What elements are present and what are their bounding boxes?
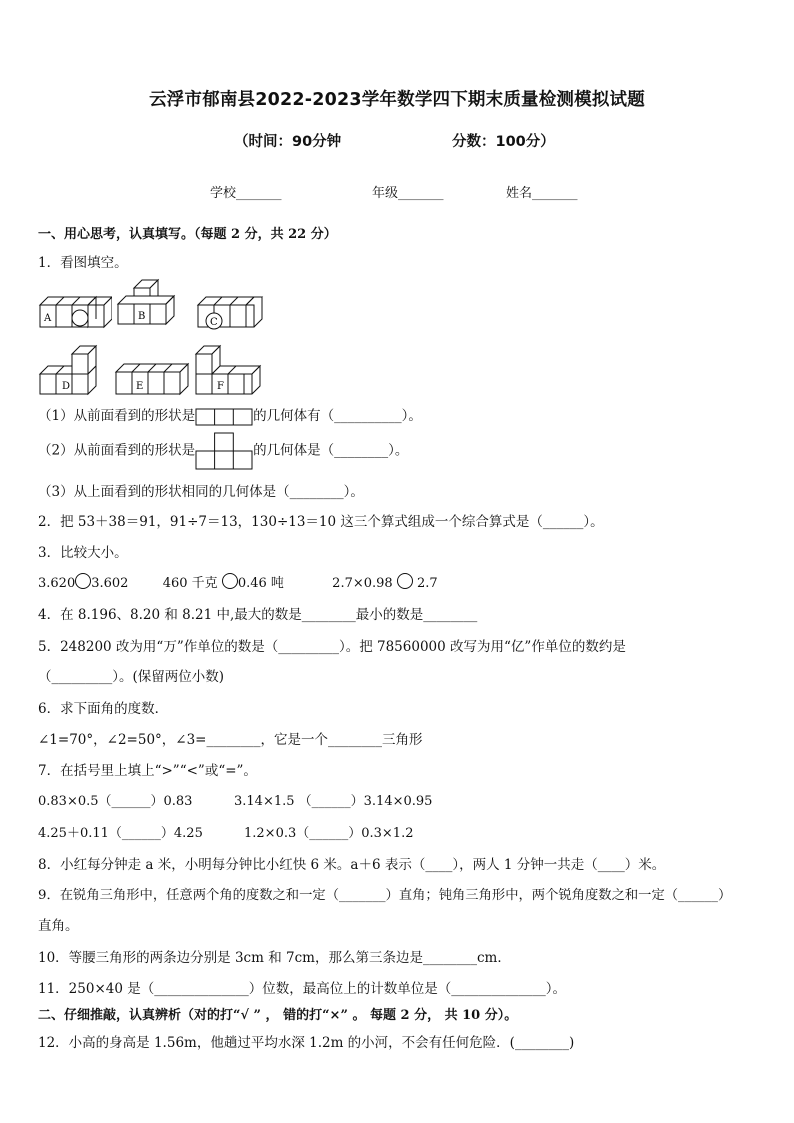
- q7-row1-a: 0.83×0.5（______）0.83: [38, 794, 193, 809]
- school-field: 学校_______: [210, 186, 282, 201]
- question-7-stem: 7．在括号里上填上“>”“<”或“=”。: [38, 763, 257, 779]
- q1-sub2-post: 的几何体是（________）。: [253, 442, 409, 459]
- q7-row2-a: 4.25＋0.11（______）4.25: [38, 826, 203, 841]
- section2-heading: 二、仔细推敲，认真辨析（对的打“√ ” ， 错的打“×” 。 每题 2 分， 共 10 分）。: [38, 1008, 518, 1023]
- exam-time: （时间：90分钟: [234, 134, 342, 150]
- q1-stem: 1．看图填空。: [38, 255, 128, 271]
- section1-heading: 一、用心思考，认真填写。（每题 2 分，共 22 分）: [38, 227, 337, 242]
- exam-score: 分数：100分）: [452, 134, 555, 150]
- q3-b-left: 460 千克: [162, 576, 218, 591]
- q1-sub3: （3）从上面看到的形状相同的几何体是（________）。: [38, 484, 364, 500]
- compare-circle: [222, 573, 238, 589]
- question-3-stem: 3．比较大小。: [38, 545, 128, 561]
- q3-a-left: 3.620: [38, 576, 76, 591]
- question-6-line: ∠1=70°，∠2=50°，∠3=________，它是一个________三角形: [38, 732, 423, 748]
- question-5-line1: 5．248200 改为用“万”作单位的数是（_________）。把 78560000 改写为用“亿”作单位的数约是: [38, 639, 626, 655]
- question-9-line1: 9．在锐角三角形中，任意两个角的度数之和一定（_______）直角；钝角三角形中，两个锐角度数之和一定（______）: [38, 888, 732, 903]
- figure-label-f: F: [217, 381, 224, 392]
- figure-label-d: D: [62, 381, 71, 392]
- question-2: 2．把 53＋38＝91，91÷7＝13，130÷13＝10 这三个算式组成一个综合算式是（______）。: [38, 514, 604, 530]
- compare-circle: [397, 573, 413, 589]
- question-4: 4．在 8.196、8.20 和 8.21 中,最大的数是________最小的数是________: [38, 607, 478, 623]
- figure-label-c: C: [210, 317, 218, 328]
- question-10: 10．等腰三角形的两条边分别是 3cm 和 7cm，那么第三条边是________cm．: [38, 950, 511, 966]
- figure-label-a: A: [44, 313, 52, 324]
- q1-sub1-post: 的几何体有（__________）。: [253, 408, 422, 424]
- q3-c-left: 2.7×0.98: [332, 576, 393, 591]
- figure-label-b: B: [138, 311, 146, 322]
- q3-a-right: 3.602: [91, 576, 129, 591]
- q1-sub2-pre: （2）从前面看到的形状是: [38, 442, 196, 459]
- cube-figure-d: [36, 344, 108, 396]
- exam-title: 云浮市郁南县2022-2023学年数学四下期末质量检测模拟试题: [149, 90, 645, 110]
- q3-compare-row: [38, 572, 438, 591]
- q7-row2-b: 1.2×0.3（______）0.3×1.2: [244, 826, 414, 841]
- front-view-shape-1: [195, 408, 253, 426]
- cube-figure-e: [112, 358, 192, 396]
- q3-b-right: 0.46 吨: [237, 576, 284, 591]
- question-8: 8．小红每分钟走 a 米，小明每分钟比小红快 6 米。a＋6 表示（____），两人 1 分钟一共走（____）米。: [38, 857, 666, 873]
- question-5-line2: （_________）。(保留两位小数): [38, 669, 225, 685]
- question-12: 12．小高的身高是 1.56m，他趟过平均水深 1.2m 的小河，不会有任何危险．(________): [38, 1035, 575, 1051]
- compare-circle: [75, 573, 91, 589]
- grade-field: 年级_______: [372, 186, 444, 201]
- name-field: 姓名_______: [506, 186, 578, 201]
- question-6-stem: 6．求下面角的度数．: [38, 701, 169, 717]
- q1-sub2: [38, 432, 408, 470]
- cube-figure-a: [36, 288, 112, 330]
- q3-c-right: 2.7: [416, 576, 438, 591]
- front-view-shape-2: [195, 432, 253, 470]
- cube-figure-c: [194, 293, 266, 333]
- figure-label-e: E: [136, 381, 144, 392]
- question-9-line2: 直角。: [38, 918, 79, 934]
- cube-figure-b: [114, 275, 186, 327]
- cube-figure-f: [192, 344, 268, 396]
- question-11: 11．250×40 是（______________）位数，最高位上的计数单位是（______________）。: [38, 981, 566, 997]
- q7-row1-b: 3.14×1.5 （______）3.14×0.95: [234, 794, 433, 809]
- q1-sub1-pre: （1）从前面看到的形状是: [38, 408, 196, 424]
- q1-sub1: [38, 404, 422, 426]
